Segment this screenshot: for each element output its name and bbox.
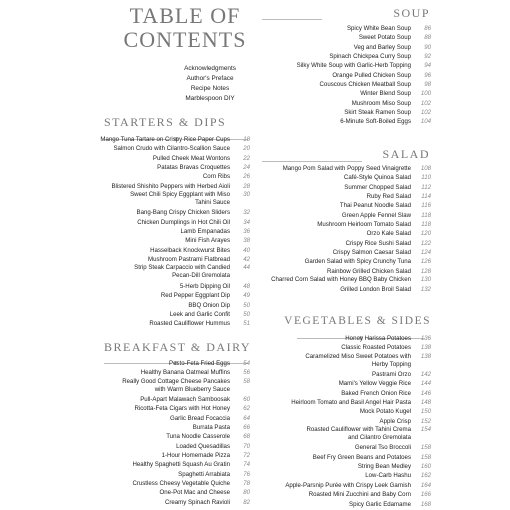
toc-entry-page: 96 — [424, 71, 431, 79]
toc-entry — [40, 291, 250, 300]
toc-entry-title: Garlic Bread Focaccia — [170, 414, 230, 422]
toc-entry — [40, 310, 250, 319]
toc-entry — [240, 379, 431, 388]
toc-entry-title: Creamy Spinach Ravioli — [164, 498, 230, 506]
toc-entry-title: Apple Crisp — [379, 417, 411, 425]
toc-entry-title: General Tso Broccoli — [354, 444, 411, 452]
toc-entry-title: Beef Fry Green Beans and Potatoes — [312, 453, 411, 461]
toc-entry-page: 152 — [420, 417, 431, 425]
toc-entry-title: Mango Tuna Tartare on Crispy Rice Paper Cups — [100, 136, 230, 143]
toc-entry — [240, 398, 431, 407]
divider — [262, 161, 362, 162]
toc-entry-title: Ricotta-Feta Cigars with Hot Honey — [134, 405, 230, 413]
section-heading-vegetables — [262, 315, 431, 327]
toc-entry-page: 88 — [424, 34, 431, 42]
toc-entry-page: 148 — [420, 399, 431, 407]
toc-entry — [240, 353, 431, 369]
toc-entry-title: Mock Potato Kugel — [359, 408, 411, 416]
toc-entry-page: 58 — [243, 377, 250, 385]
toc-entry-page: 112 — [421, 183, 431, 191]
toc-entry-page: 102 — [420, 109, 431, 117]
toc-entry-page: 86 — [424, 25, 431, 32]
toc-entry-title: Tuna Noodle Casserole — [166, 433, 230, 441]
toc-entry-title: Caramelized Miso Sweet Potatoes with Herby Topping — [305, 352, 411, 368]
toc-entry-title: Charred Corn Salad with Honey BBQ Baby Chicken — [271, 276, 411, 284]
toc-entry — [240, 71, 431, 80]
toc-entry — [240, 490, 431, 499]
toc-entry-title: Heirloom Tomato and Basil Angel Hair Pasta — [291, 399, 411, 407]
toc-entry-page: 68 — [243, 433, 250, 441]
toc-entry-title: Baked French Onion Rice — [341, 389, 411, 397]
toc-entry — [240, 285, 431, 294]
toc-entry-title: Classic Roasted Potatoes — [341, 344, 411, 352]
toc-entry-page: 30 — [243, 191, 250, 199]
toc-entry-page: 62 — [243, 405, 250, 413]
toc-entry-page: 50 — [243, 301, 250, 309]
section-heading-breakfast-text: BREAKFAST & DAIRY — [104, 340, 252, 354]
toc-entry — [40, 218, 250, 227]
page-title — [110, 4, 260, 52]
toc-entry — [40, 498, 250, 507]
toc-entry-page: 128 — [420, 267, 431, 275]
section-heading-starters-text: STARTERS & DIPS — [104, 115, 227, 129]
toc-entry — [40, 144, 250, 153]
toc-entry — [40, 208, 250, 217]
toc-entry — [240, 343, 431, 352]
toc-entry — [240, 481, 431, 490]
toc-entry — [240, 108, 431, 117]
toc-entry-title: Crispy Salmon Caesar Salad — [332, 249, 411, 257]
salad-list — [240, 164, 431, 295]
toc-entry-page: 51 — [243, 320, 250, 328]
toc-entry-title: BBQ Onion Dip — [188, 301, 230, 309]
toc-entry — [240, 99, 431, 108]
toc-entry-title: Roasted Cauliflower Hummus — [149, 320, 230, 328]
toc-entry-page: 24 — [243, 164, 250, 172]
toc-entry — [240, 257, 431, 266]
toc-entry-page: 92 — [424, 53, 431, 61]
toc-entry — [240, 462, 431, 471]
toc-entry — [40, 246, 250, 255]
toc-entry — [240, 426, 431, 442]
toc-entry-title: Garden Salad with Spicy Crunchy Tuna — [304, 258, 411, 266]
toc-entry — [240, 117, 431, 126]
toc-entry — [240, 183, 431, 192]
toc-entry — [240, 248, 431, 257]
toc-entry-page: 142 — [420, 371, 431, 379]
toc-entry — [40, 378, 250, 394]
toc-entry-title: Sweet Potato Soup — [358, 34, 411, 42]
toc-entry — [40, 395, 250, 404]
toc-entry-title: Winter Blend Soup — [360, 90, 411, 98]
toc-entry-title: Summer Chopped Salad — [344, 183, 411, 191]
toc-entry-page: 164 — [420, 481, 431, 489]
toc-entry-title: Salmon Crudo with Cilantro-Scallion Sauce — [113, 145, 230, 153]
toc-entry-title: Bang-Bang Crispy Chicken Sliders — [136, 209, 230, 217]
toc-entry — [240, 417, 431, 426]
toc-entry-page: 34 — [243, 218, 250, 226]
toc-entry — [240, 500, 431, 509]
toc-entry — [240, 471, 431, 480]
toc-entry-title: Ruby Red Salad — [366, 193, 411, 201]
toc-entry — [240, 173, 431, 182]
toc-entry-page: 28 — [243, 182, 250, 190]
toc-entry — [40, 423, 250, 432]
toc-entry — [40, 264, 250, 280]
toc-entry — [40, 479, 250, 488]
toc-entry — [240, 443, 431, 452]
toc-entry-title: Spicy Garlic Edamame — [349, 500, 411, 508]
toc-entry-page: 40 — [243, 246, 250, 254]
toc-entry-page: 38 — [243, 237, 250, 245]
toc-entry-title: Healthy Spaghetti Squash Au Gratin — [132, 461, 230, 469]
toc-entry-page: 94 — [424, 62, 431, 70]
toc-entry-page: 108 — [420, 165, 431, 172]
toc-entry-title: Mushroom Miso Soup — [351, 99, 411, 107]
toc-entry-page: 72 — [243, 452, 250, 460]
toc-entry-title: Pastrami Orzo — [372, 371, 411, 379]
toc-entry-page: 66 — [243, 424, 250, 432]
toc-entry-title: Roasted Mini Zucchini and Baby Corn — [308, 491, 411, 499]
toc-entry — [40, 319, 250, 328]
toc-entry-page: 80 — [243, 489, 250, 497]
toc-entry-page: 126 — [420, 258, 431, 266]
toc-entry-title: Couscous Chicken Meatball Soup — [319, 81, 411, 89]
toc-entry — [40, 460, 250, 469]
toc-entry-page: 50 — [243, 310, 250, 318]
toc-entry — [240, 220, 431, 229]
breakfast-list — [40, 359, 250, 507]
toc-entry — [240, 164, 431, 173]
toc-entry-title: Mushroom Pastrami Flatbread — [148, 256, 230, 264]
toc-entry-page: 144 — [420, 380, 431, 388]
toc-entry-title: Pull-Apart Malawach Samboosak — [140, 396, 230, 404]
toc-entry-title: Honey Harissa Potatoes — [345, 335, 411, 342]
toc-entry-page: 154 — [420, 426, 431, 434]
toc-entry — [240, 43, 431, 52]
toc-entry-page: 138 — [420, 352, 431, 360]
toc-entry-title: Silky White Soup with Garlic-Herb Topping — [296, 62, 411, 70]
toc-entry-page: 44 — [243, 264, 250, 272]
toc-entry-title: Skirt Steak Ramen Soup — [344, 109, 411, 117]
toc-entry-title: Pesto-Feta Fried Eggs — [169, 360, 230, 367]
toc-entry-page: 114 — [421, 193, 431, 201]
toc-entry-page: 122 — [420, 239, 431, 247]
toc-entry-title: Green Apple Fennel Slaw — [341, 211, 411, 219]
toc-entry-title: Corn Ribs — [202, 173, 230, 181]
vegetables-list — [240, 334, 431, 509]
toc-entry — [240, 61, 431, 70]
toc-entry — [240, 33, 431, 42]
toc-entry-title: Roasted Cauliflower with Tahini Crema and Cilantro Gremolata — [306, 426, 411, 442]
toc-entry-title: Leek and Garlic Confit — [169, 310, 230, 318]
toc-entry — [240, 52, 431, 61]
toc-entry-page: 90 — [424, 43, 431, 51]
section-heading-soup-text: SOUP — [393, 6, 430, 20]
toc-entry — [40, 282, 250, 291]
toc-entry-title: Spicy White Bean Soup — [346, 25, 411, 32]
toc-entry-page: 138 — [420, 344, 431, 352]
toc-entry — [240, 24, 431, 33]
toc-entry-title: Lamb Empanadas — [180, 228, 230, 236]
toc-entry — [40, 135, 250, 144]
toc-entry-page: 82 — [243, 498, 250, 506]
toc-entry-page: 49 — [243, 292, 250, 300]
toc-entry — [40, 368, 250, 377]
toc-entry-page: 136 — [420, 335, 431, 342]
toc-entry-title: Mami's Yellow Veggie Rice — [338, 380, 411, 388]
toc-entry — [40, 404, 250, 413]
toc-entry-page: 162 — [420, 472, 431, 480]
toc-entry — [40, 470, 250, 479]
section-heading-soup — [330, 6, 430, 21]
section-heading-salad-text: SALAD — [382, 147, 430, 161]
toc-entry-page: 118 — [421, 221, 431, 229]
toc-entry — [40, 227, 250, 236]
toc-entry-page: 124 — [420, 249, 431, 257]
toc-entry-title: Crustless Cheesy Vegetable Quiche — [132, 480, 230, 488]
toc-entry-title: 6-Minute Soft-Boiled Eggs — [340, 118, 411, 126]
front-matter-item: Marblespoon DIY — [185, 95, 235, 102]
toc-entry-title: Spaghetti Arrabiata — [178, 470, 230, 478]
toc-entry-title: Spinach Chickpea Curry Soup — [329, 53, 411, 61]
toc-entry-page: 26 — [243, 173, 250, 181]
toc-entry-title: Orange Pulled Chicken Soup — [332, 71, 411, 79]
toc-entry-title: Grilled London Broil Salad — [340, 286, 411, 294]
toc-entry — [240, 407, 431, 416]
toc-entry — [40, 172, 250, 181]
toc-entry-page: 74 — [243, 461, 250, 469]
toc-entry-title: Strip Steak Carpaccio with Candied Pecan-Dill Gremolata — [134, 264, 230, 280]
toc-entry-title: String Bean Medley — [357, 463, 411, 471]
toc-entry-title: Hasselback Knockwurst Bites — [150, 246, 230, 254]
starters-list — [40, 135, 250, 329]
toc-entry-page: 120 — [420, 230, 431, 238]
toc-entry-page: 158 — [420, 444, 431, 452]
toc-entry — [40, 451, 250, 460]
toc-entry-page: 60 — [243, 396, 250, 404]
toc-entry — [240, 389, 431, 398]
section-heading-vegetables-text: VEGETABLES & SIDES — [284, 315, 431, 327]
toc-entry — [240, 267, 431, 276]
toc-entry-page: 118 — [421, 211, 431, 219]
toc-entry — [40, 442, 250, 451]
toc-entry — [40, 236, 250, 245]
toc-entry-page: 150 — [420, 408, 431, 416]
toc-entry-title: One-Pot Mac and Cheese — [159, 489, 230, 497]
toc-entry-page: 64 — [243, 414, 250, 422]
toc-entry-title: Orzo Kale Salad — [366, 230, 411, 238]
toc-entry — [40, 301, 250, 310]
toc-entry-title: Healthy Banana Oatmeal Muffins — [140, 369, 230, 377]
toc-entry-title: Veg and Barley Soup — [353, 43, 411, 51]
toc-entry — [240, 211, 431, 220]
toc-entry — [40, 255, 250, 264]
toc-entry-page: 158 — [420, 453, 431, 461]
toc-entry-page: 70 — [243, 442, 250, 450]
toc-entry-page: 20 — [243, 145, 250, 153]
toc-entry — [40, 359, 250, 368]
toc-entry — [40, 182, 250, 191]
toc-entry — [240, 89, 431, 98]
toc-entry — [240, 201, 431, 210]
toc-entry-title: Mushroom Heirloom Tomato Salad — [317, 221, 411, 229]
toc-entry-title: Sweet Chili Spicy Eggplant with Miso Tahini Sauce — [130, 191, 230, 207]
toc-entry-title: Blistered Shishito Peppers with Herbed Aioli — [111, 182, 230, 190]
toc-entry-title: Mango Pom Salad with Poppy Seed Vinaigrette — [282, 165, 411, 172]
toc-entry-page: 160 — [420, 463, 431, 471]
toc-entry-title: Low-Carb Hashu — [365, 472, 411, 480]
toc-entry — [240, 229, 431, 238]
divider — [262, 19, 322, 20]
toc-entry-title: 1-Hour Homemade Pizza — [161, 452, 230, 460]
toc-entry — [40, 191, 250, 207]
toc-entry-page: 78 — [243, 480, 250, 488]
toc-entry-title: Chicken Dumplings in Hot Chili Oil — [137, 218, 230, 226]
title-line-2: CONTENTS — [123, 27, 247, 52]
toc-entry — [240, 370, 431, 379]
toc-entry-page: 166 — [420, 491, 431, 499]
toc-entry-page: 102 — [420, 99, 431, 107]
toc-entry-page: 98 — [424, 81, 431, 89]
toc-entry-page: 76 — [243, 470, 250, 478]
front-matter-item: Author's Preface — [186, 75, 234, 82]
toc-entry-title: Crispy Rice Sushi Salad — [345, 239, 411, 247]
toc-entry-title: Café-Style Quinoa Salad — [343, 174, 411, 182]
toc-entry-title: Red Pepper Eggplant Dip — [160, 292, 230, 300]
toc-entry-title: 5-Herb Dipping Oil — [179, 282, 230, 290]
toc-entry — [40, 488, 250, 497]
toc-entry-page: 32 — [243, 209, 250, 217]
toc-entry — [240, 239, 431, 248]
toc-entry-page: 42 — [243, 256, 250, 264]
toc-entry — [40, 414, 250, 423]
toc-entry — [240, 80, 431, 89]
toc-entry-title: Patatas Bravas Croquettes — [157, 164, 230, 172]
toc-entry-title: Apple-Parsnip Purée with Crispy Leek Garnish — [285, 481, 411, 489]
toc-entry-page: 54 — [243, 360, 250, 367]
toc-entry — [240, 453, 431, 462]
toc-entry-page: 146 — [420, 389, 431, 397]
toc-entry-page: 22 — [243, 154, 250, 162]
toc-entry — [40, 432, 250, 441]
toc-entry-title: Burrata Pasta — [192, 424, 230, 432]
toc-entry — [240, 334, 431, 343]
toc-entry-page: 18 — [243, 136, 250, 143]
toc-entry-title: Pulled Cheek Meat Wontons — [152, 154, 230, 162]
toc-entry-page: 116 — [421, 202, 431, 210]
soup-list — [240, 24, 431, 127]
toc-entry — [40, 154, 250, 163]
toc-entry-page: 110 — [421, 174, 431, 182]
toc-entry-page: 100 — [420, 90, 431, 98]
toc-entry-page: 48 — [243, 282, 250, 290]
toc-entry-page: 36 — [243, 228, 250, 236]
toc-entry-title: Rainbow Grilled Chicken Salad — [326, 267, 411, 275]
toc-entry — [240, 276, 431, 284]
title-line-1: TABLE OF — [129, 3, 241, 28]
toc-entry-title: Loaded Quesadillas — [176, 442, 230, 450]
toc-entry — [240, 192, 431, 201]
toc-entry-title: Mini Fish Arayes — [185, 237, 230, 245]
toc-entry-page: 130 — [420, 276, 431, 284]
toc-entry-title: Thai Peanut Noodle Salad — [339, 202, 411, 210]
front-matter-item: Recipe Notes — [190, 85, 230, 92]
toc-entry-page: 104 — [420, 118, 431, 126]
toc-entry-title: Really Good Cottage Cheese Pancakes with Warm Blueberry Sauce — [122, 377, 230, 393]
toc-entry-page: 168 — [420, 500, 431, 508]
toc-entry-page: 56 — [243, 369, 250, 377]
toc-entry-page: 132 — [420, 286, 431, 294]
toc-entry — [40, 163, 250, 172]
front-matter-item: Acknowledgments — [184, 65, 236, 72]
